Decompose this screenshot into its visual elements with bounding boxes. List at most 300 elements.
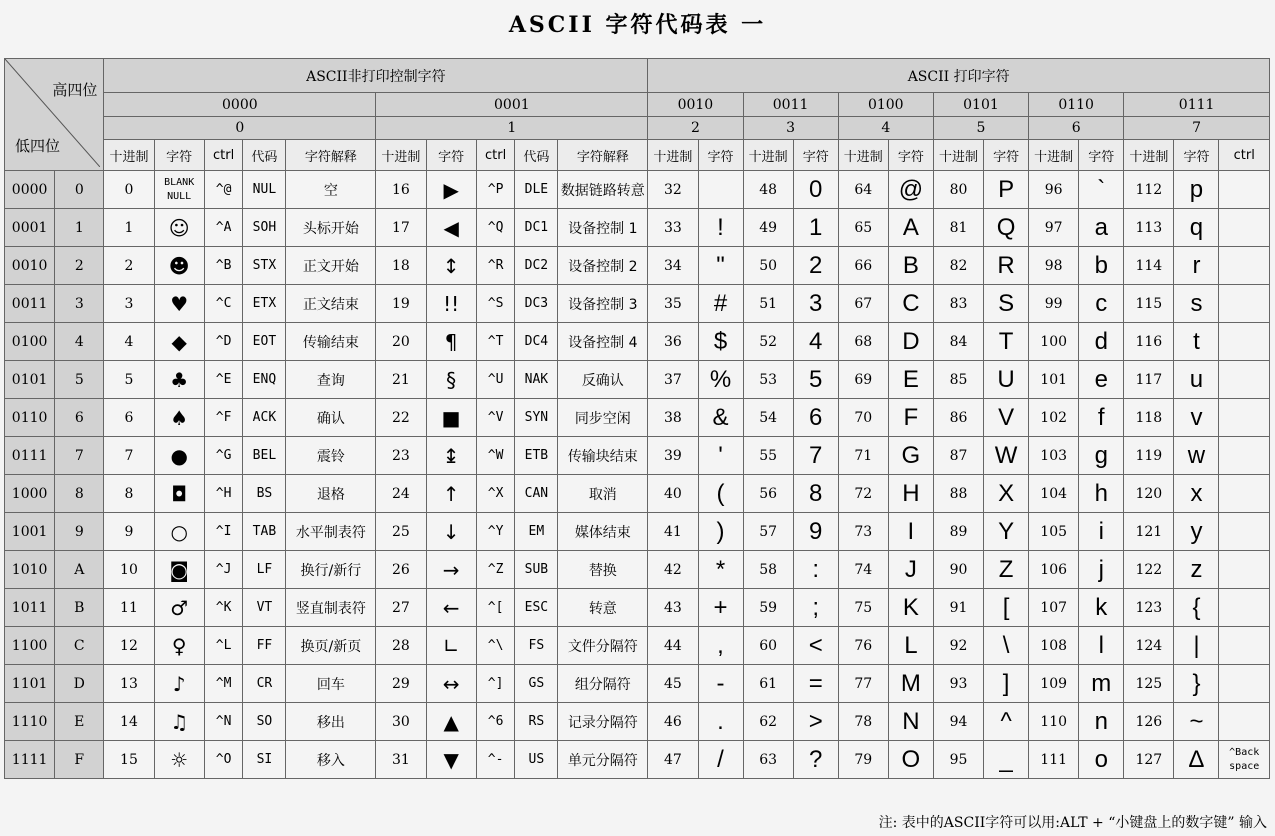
decimal-cell: 70 [838,399,888,437]
printable-char-cell: & [698,399,743,437]
ctrl-key-cell: ^M [204,665,243,703]
row-bits: 1010 [5,551,55,589]
col-label-char: 字符 [698,140,743,171]
control-char-glyph: ♀ [154,627,204,665]
printable-char-cell: o [1079,741,1124,779]
ctrl-key-cell: ^H [204,475,243,513]
printable-char-cell: 4 [793,323,838,361]
col-label-char: 字符 [888,140,933,171]
decimal-cell: 76 [838,627,888,665]
col-label-char: 字符 [1174,140,1219,171]
control-char-glyph: ¶ [426,323,476,361]
printable-char-cell: j [1079,551,1124,589]
description-cell: 同步空闲 [558,399,648,437]
printable-char-cell: = [793,665,838,703]
decimal-cell: 119 [1124,437,1174,475]
printable-char-cell: i [1079,513,1124,551]
printable-char-cell: d [1079,323,1124,361]
decimal-cell: 36 [648,323,698,361]
decimal-cell: 80 [933,171,983,209]
high-bits-header: 0100 [838,93,933,117]
description-cell: 传输块结束 [558,437,648,475]
code-cell: DC4 [515,323,558,361]
decimal-cell: 1 [104,209,154,247]
ctrl-key-cell: ^V [476,399,515,437]
printable-char-cell: 3 [793,285,838,323]
high-hex-header: 0 [104,117,376,140]
control-char-glyph: !! [426,285,476,323]
control-char-glyph: ◆ [154,323,204,361]
code-cell: NAK [515,361,558,399]
code-cell: ACK [243,399,286,437]
ctrl-key-cell: ^T [476,323,515,361]
decimal-cell: 21 [376,361,426,399]
col-label-decimal: 十进制 [1029,140,1079,171]
description-cell: 查询 [286,361,376,399]
ctrl-key-cell: ^P [476,171,515,209]
printable-char-cell: 9 [793,513,838,551]
decimal-cell: 38 [648,399,698,437]
decimal-cell: 26 [376,551,426,589]
decimal-cell: 72 [838,475,888,513]
ctrl-key-cell [1219,551,1270,589]
code-cell: SI [243,741,286,779]
ctrl-key-cell: ^W [476,437,515,475]
decimal-cell: 4 [104,323,154,361]
control-char-glyph: ☻ [154,247,204,285]
decimal-cell: 104 [1029,475,1079,513]
code-cell: DLE [515,171,558,209]
col-label-decimal: 十进制 [838,140,888,171]
printable-char-cell: P [984,171,1029,209]
code-cell: VT [243,589,286,627]
row-hex: 8 [55,475,104,513]
printable-char-cell: Y [984,513,1029,551]
printable-char-cell: ; [793,589,838,627]
decimal-cell: 92 [933,627,983,665]
ctrl-key-cell: ^A [204,209,243,247]
col-label-code: 代码 [515,140,558,171]
ctrl-key-cell: ^N [204,703,243,741]
decimal-cell: 15 [104,741,154,779]
printable-char-cell: v [1174,399,1219,437]
decimal-cell: 34 [648,247,698,285]
table-row [5,551,1270,589]
decimal-cell: 0 [104,171,154,209]
table-row [5,627,1270,665]
ctrl-key-cell [1219,361,1270,399]
decimal-cell: 96 [1029,171,1079,209]
row-bits: 0100 [5,323,55,361]
decimal-cell: 113 [1124,209,1174,247]
decimal-cell: 8 [104,475,154,513]
ctrl-key-cell: ^U [476,361,515,399]
decimal-cell: 93 [933,665,983,703]
control-char-glyph: ♣ [154,361,204,399]
description-cell: 反确认 [558,361,648,399]
printable-char-cell: - [698,665,743,703]
control-char-glyph: ∟ [426,627,476,665]
ctrl-key-cell: ^D [204,323,243,361]
row-bits: 0000 [5,171,55,209]
col-label-desc: 字符解释 [286,140,376,171]
printable-char-cell: . [698,703,743,741]
printable-char-cell: K [888,589,933,627]
code-cell: CR [243,665,286,703]
decimal-cell: 58 [743,551,793,589]
printable-char-cell: V [984,399,1029,437]
decimal-cell: 18 [376,247,426,285]
printable-char-cell: 0 [793,171,838,209]
printable-char-cell: B [888,247,933,285]
printable-char-cell: Δ [1174,741,1219,779]
decimal-cell: 61 [743,665,793,703]
decimal-cell: 112 [1124,171,1174,209]
row-hex: 5 [55,361,104,399]
code-cell: EOT [243,323,286,361]
printable-char-cell: I [888,513,933,551]
decimal-cell: 79 [838,741,888,779]
description-cell: 媒体结束 [558,513,648,551]
code-cell: TAB [243,513,286,551]
ctrl-key-cell: ^R [476,247,515,285]
row-bits: 1101 [5,665,55,703]
description-cell: 设备控制 4 [558,323,648,361]
printable-char-cell: x [1174,475,1219,513]
printable-char-cell: $ [698,323,743,361]
ctrl-key-cell [1219,513,1270,551]
decimal-cell: 95 [933,741,983,779]
control-char-glyph: ◙ [154,551,204,589]
ctrl-key-cell [1219,627,1270,665]
col-label-code: 代码 [243,140,286,171]
description-cell: 转意 [558,589,648,627]
decimal-cell: 19 [376,285,426,323]
decimal-cell: 85 [933,361,983,399]
printable-char-cell: t [1174,323,1219,361]
decimal-cell: 68 [838,323,888,361]
row-bits: 1111 [5,741,55,779]
ctrl-key-cell: ^Q [476,209,515,247]
high-bits-header: 0000 [104,93,376,117]
description-cell: 数据链路转意 [558,171,648,209]
printable-char-cell: k [1079,589,1124,627]
ctrl-key-cell: ^\ [476,627,515,665]
printable-char-cell: G [888,437,933,475]
high-bits-header: 0101 [933,93,1028,117]
decimal-cell: 84 [933,323,983,361]
col-label-char: 字符 [1079,140,1124,171]
printable-char-cell: f [1079,399,1124,437]
decimal-cell: 17 [376,209,426,247]
ctrl-key-cell: ^L [204,627,243,665]
row-hex: 9 [55,513,104,551]
control-char-glyph: ○ [154,513,204,551]
decimal-cell: 41 [648,513,698,551]
control-char-glyph: ▲ [426,703,476,741]
ctrl-key-cell: ^[ [476,589,515,627]
printable-char-cell: W [984,437,1029,475]
decimal-cell: 40 [648,475,698,513]
printable-char-cell: ' [698,437,743,475]
code-cell: RS [515,703,558,741]
decimal-cell: 59 [743,589,793,627]
decimal-cell: 100 [1029,323,1079,361]
description-cell: 记录分隔符 [558,703,648,741]
control-char-glyph: ■ [426,399,476,437]
code-cell: FS [515,627,558,665]
printable-char-cell: O [888,741,933,779]
decimal-cell: 44 [648,627,698,665]
row-hex: 0 [55,171,104,209]
code-cell: US [515,741,558,779]
decimal-cell: 29 [376,665,426,703]
ctrl-key-cell: ^I [204,513,243,551]
table-row [5,513,1270,551]
printable-char-cell: 8 [793,475,838,513]
description-cell: 水平制表符 [286,513,376,551]
description-cell: 确认 [286,399,376,437]
printable-char-cell: N [888,703,933,741]
printable-char-cell: ? [793,741,838,779]
control-char-glyph: BLANK NULL [154,171,204,209]
ctrl-key-cell: ^O [204,741,243,779]
description-cell: 换页/新页 [286,627,376,665]
decimal-cell: 24 [376,475,426,513]
row-bits: 1000 [5,475,55,513]
decimal-cell: 51 [743,285,793,323]
ctrl-key-cell: ^6 [476,703,515,741]
decimal-cell: 127 [1124,741,1174,779]
decimal-cell: 63 [743,741,793,779]
ctrl-key-cell [1219,323,1270,361]
table-row [5,437,1270,475]
table-row [5,741,1270,779]
decimal-cell: 47 [648,741,698,779]
decimal-cell: 125 [1124,665,1174,703]
row-hex: F [55,741,104,779]
control-char-glyph: § [426,361,476,399]
decimal-cell: 64 [838,171,888,209]
decimal-cell: 105 [1029,513,1079,551]
ctrl-key-cell [1219,247,1270,285]
ctrl-key-cell [1219,703,1270,741]
decimal-cell: 98 [1029,247,1079,285]
row-bits: 0101 [5,361,55,399]
row-bits: 0111 [5,437,55,475]
decimal-cell: 102 [1029,399,1079,437]
ctrl-key-cell: ^J [204,551,243,589]
table-row [5,361,1270,399]
printable-char-cell: 5 [793,361,838,399]
printable-char-cell: 2 [793,247,838,285]
code-cell: ENQ [243,361,286,399]
control-char-glyph: ● [154,437,204,475]
description-cell: 震铃 [286,437,376,475]
decimal-cell: 89 [933,513,983,551]
printable-char-cell: e [1079,361,1124,399]
print-group-header: ASCII 打印字符 [648,59,1270,93]
high-hex-header: 2 [648,117,743,140]
decimal-cell: 78 [838,703,888,741]
row-hex: 2 [55,247,104,285]
printable-char-cell: : [793,551,838,589]
description-cell: 正文结束 [286,285,376,323]
decimal-cell: 115 [1124,285,1174,323]
printable-char-cell: F [888,399,933,437]
description-cell: 传输结束 [286,323,376,361]
row-bits: 1001 [5,513,55,551]
decimal-cell: 67 [838,285,888,323]
row-bits: 0010 [5,247,55,285]
decimal-cell: 73 [838,513,888,551]
control-char-glyph: ← [426,589,476,627]
ctrl-key-cell: ^- [476,741,515,779]
decimal-cell: 60 [743,627,793,665]
printable-char-cell: J [888,551,933,589]
printable-char-cell: m [1079,665,1124,703]
ctrl-key-cell [1219,437,1270,475]
decimal-cell: 62 [743,703,793,741]
ctrl-key-cell: ^X [476,475,515,513]
printable-char-cell: S [984,285,1029,323]
decimal-cell: 16 [376,171,426,209]
table-row [5,323,1270,361]
code-cell: FF [243,627,286,665]
row-hex: D [55,665,104,703]
control-char-glyph: ↓ [426,513,476,551]
description-cell: 取消 [558,475,648,513]
printable-char-cell: g [1079,437,1124,475]
printable-char-cell: * [698,551,743,589]
row-bits: 1110 [5,703,55,741]
col-label-char: 字符 [426,140,476,171]
printable-char-cell: _ [984,741,1029,779]
printable-char-cell: # [698,285,743,323]
decimal-cell: 50 [743,247,793,285]
control-char-glyph: ♪ [154,665,204,703]
high-hex-header: 1 [376,117,648,140]
col-label-ctrl: ctrl [1219,140,1270,171]
decimal-cell: 83 [933,285,983,323]
page-title: ASCII 字符代码表 一 [508,12,767,38]
code-cell: SUB [515,551,558,589]
decimal-cell: 109 [1029,665,1079,703]
ctrl-key-cell: ^B [204,247,243,285]
control-char-glyph: ▼ [426,741,476,779]
description-cell: 移入 [286,741,376,779]
decimal-cell: 37 [648,361,698,399]
decimal-cell: 121 [1124,513,1174,551]
printable-char-cell: 6 [793,399,838,437]
printable-char-cell: a [1079,209,1124,247]
decimal-cell: 114 [1124,247,1174,285]
table-row [5,247,1270,285]
decimal-cell: 57 [743,513,793,551]
code-cell: SYN [515,399,558,437]
col-label-decimal: 十进制 [376,140,426,171]
table-row [5,209,1270,247]
col-label-ctrl: ctrl [204,140,243,171]
col-label-char: 字符 [154,140,204,171]
decimal-cell: 27 [376,589,426,627]
decimal-cell: 77 [838,665,888,703]
decimal-cell: 65 [838,209,888,247]
code-cell: DC1 [515,209,558,247]
ctrl-key-cell: ^] [476,665,515,703]
decimal-cell: 54 [743,399,793,437]
printable-char-cell: ` [1079,171,1124,209]
decimal-cell: 94 [933,703,983,741]
decimal-cell: 106 [1029,551,1079,589]
printable-char-cell: > [793,703,838,741]
control-char-glyph: ◀ [426,209,476,247]
decimal-cell: 81 [933,209,983,247]
ctrl-key-cell: ^Y [476,513,515,551]
ascii-table [4,58,1270,779]
printable-char-cell: b [1079,247,1124,285]
table-row [5,171,1270,209]
description-cell: 组分隔符 [558,665,648,703]
printable-char-cell: ( [698,475,743,513]
printable-char-cell: [ [984,589,1029,627]
control-char-glyph: ↔ [426,665,476,703]
description-cell: 替换 [558,551,648,589]
decimal-cell: 87 [933,437,983,475]
col-label-ctrl: ctrl [476,140,515,171]
printable-char-cell: D [888,323,933,361]
ctrl-key-cell: ^S [476,285,515,323]
col-label-decimal: 十进制 [743,140,793,171]
printable-char-cell: Z [984,551,1029,589]
printable-char-cell: M [888,665,933,703]
decimal-cell: 49 [743,209,793,247]
decimal-cell: 22 [376,399,426,437]
ctrl-key-cell [1219,665,1270,703]
ctrl-key-cell: ^@ [204,171,243,209]
high-hex-header: 6 [1029,117,1124,140]
control-char-glyph: ☼ [154,741,204,779]
code-cell: DC3 [515,285,558,323]
decimal-cell: 108 [1029,627,1079,665]
decimal-cell: 3 [104,285,154,323]
printable-char-cell: X [984,475,1029,513]
high-hex-header: 5 [933,117,1028,140]
ctrl-key-cell [1219,209,1270,247]
row-hex: 7 [55,437,104,475]
control-char-glyph: ↕ [426,247,476,285]
decimal-cell: 30 [376,703,426,741]
printable-char-cell: E [888,361,933,399]
description-cell: 换行/新行 [286,551,376,589]
decimal-cell: 43 [648,589,698,627]
decimal-cell: 99 [1029,285,1079,323]
description-cell: 设备控制 3 [558,285,648,323]
table-row [5,399,1270,437]
printable-char-cell: ~ [1174,703,1219,741]
printable-char-cell: " [698,247,743,285]
decimal-cell: 6 [104,399,154,437]
description-cell: 空 [286,171,376,209]
high-hex-header: 4 [838,117,933,140]
control-char-glyph: ↨ [426,437,476,475]
printable-char-cell: z [1174,551,1219,589]
code-cell: ESC [515,589,558,627]
ctrl-key-cell: ^G [204,437,243,475]
ctrl-key-cell: ^E [204,361,243,399]
printable-char-cell: n [1079,703,1124,741]
row-bits: 0001 [5,209,55,247]
